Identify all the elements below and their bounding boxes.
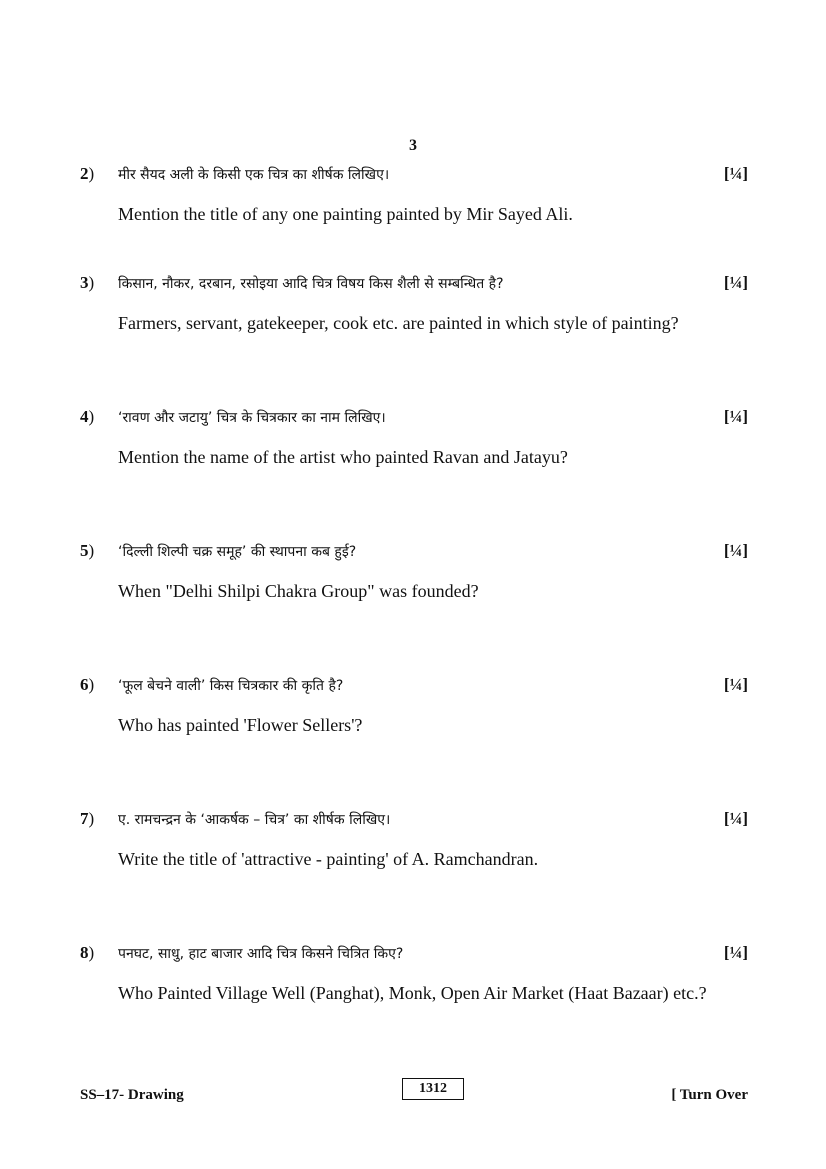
question-hindi-text: ‘रावण और जटायु’ चित्र के चित्रकार का नाम लिखिए। bbox=[118, 410, 386, 426]
question-header bbox=[80, 407, 748, 431]
page-number: 3 bbox=[409, 137, 417, 154]
question-english-text: Who Painted Village Well (Panghat), Monk, Open Air Market (Haat Bazaar) etc.? bbox=[118, 983, 707, 1003]
question-header bbox=[80, 541, 748, 565]
question-hindi-text: ‘दिल्ली शिल्पी चक्र समूह’ की स्थापना कब हुई? bbox=[118, 544, 357, 560]
question-english-text: When "Delhi Shilpi Chakra Group" was founded? bbox=[118, 581, 479, 601]
question-marks: [¼] bbox=[723, 273, 748, 292]
question-hindi-text: पनघट, साधु, हाट बाजार आदि चित्र किसने चित्रित किए? bbox=[118, 946, 404, 962]
question-number: 5) bbox=[80, 541, 95, 560]
question-marks: [¼] bbox=[723, 541, 748, 560]
question-marks: [¼] bbox=[723, 407, 748, 426]
question-hindi-text: ए. रामचन्द्रन के ‘आकर्षक – चित्र’ का शीर्षक लिखिए। bbox=[118, 812, 391, 828]
question-4 bbox=[80, 407, 748, 471]
question-8 bbox=[80, 943, 748, 1007]
question-3 bbox=[80, 273, 748, 337]
question-marks: [¼] bbox=[723, 943, 748, 962]
question-number: 6) bbox=[80, 675, 95, 694]
question-header bbox=[80, 273, 748, 297]
question-number: 7) bbox=[80, 809, 95, 828]
question-english-text: Farmers, servant, gatekeeper, cook etc. are painted in which style of painting? bbox=[118, 313, 679, 333]
question-english-text: Write the title of 'attractive - painting' of A. Ramchandran. bbox=[118, 849, 539, 869]
question-hindi-text: ‘फूल बेचने वाली’ किस चित्रकार की कृति है? bbox=[118, 678, 344, 694]
question-number: 2) bbox=[80, 164, 95, 183]
question-2 bbox=[80, 164, 748, 228]
question-marks: [¼] bbox=[723, 675, 748, 694]
question-marks: [¼] bbox=[723, 809, 748, 828]
question-number: 3) bbox=[80, 273, 95, 292]
question-hindi-text: मीर सैयद अली के किसी एक चित्र का शीर्षक लिखिए। bbox=[118, 167, 390, 183]
question-7 bbox=[80, 809, 748, 873]
footer-page-code-box: 1312 bbox=[402, 1078, 464, 1100]
question-header bbox=[80, 809, 748, 833]
question-number: 4) bbox=[80, 407, 95, 426]
question-header bbox=[80, 675, 748, 699]
question-english-text: Mention the title of any one painting painted by Mir Sayed Ali. bbox=[118, 204, 573, 224]
question-marks: [¼] bbox=[723, 164, 748, 183]
question-english-text: Mention the name of the artist who painted Ravan and Jatayu? bbox=[118, 447, 568, 467]
question-number: 8) bbox=[80, 943, 95, 962]
question-5 bbox=[80, 541, 748, 605]
footer-paper-code: SS–17- Drawing bbox=[80, 1087, 184, 1103]
question-english-text: Who has painted 'Flower Sellers'? bbox=[118, 715, 363, 735]
question-6 bbox=[80, 675, 748, 739]
question-header bbox=[80, 943, 748, 967]
question-hindi-text: किसान, नौकर, दरबान, रसोइया आदि चित्र विषय किस शैली से सम्बन्धित है? bbox=[118, 276, 504, 292]
footer-turn-over: [ Turn Over bbox=[671, 1087, 748, 1103]
question-header bbox=[80, 164, 748, 188]
